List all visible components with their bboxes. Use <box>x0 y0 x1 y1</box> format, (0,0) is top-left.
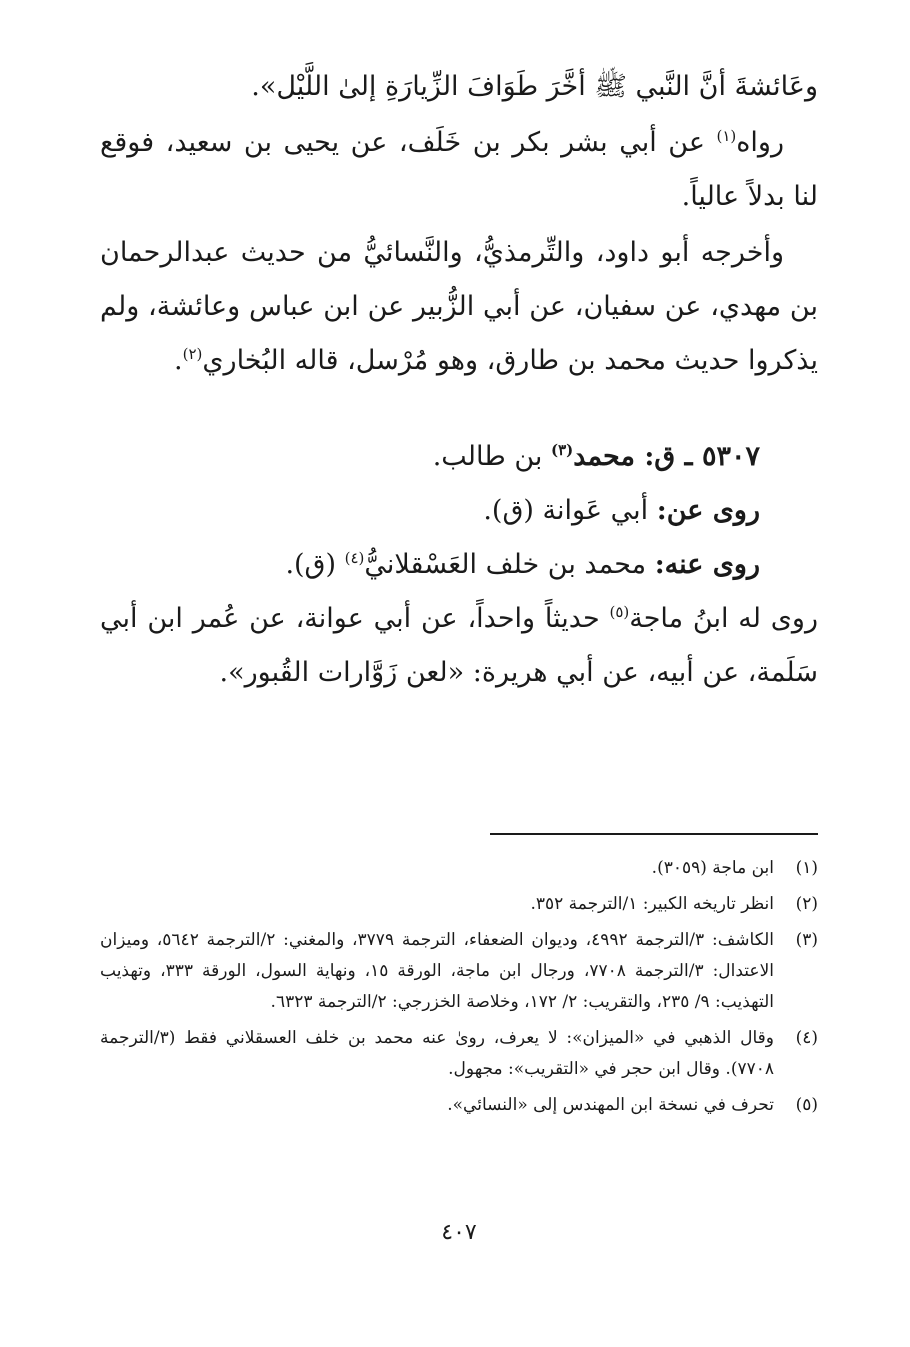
entry-number: ٥٣٠٧ <box>701 441 760 472</box>
narrated-by-end: (ق). <box>285 549 345 580</box>
narrated-by-label: روى عنه: <box>654 549 760 580</box>
footnote-text: الكاشف: ٣/الترجمة ٤٩٩٢، وديوان الضعفاء، الترجمة ٣٧٧٩، والمغني: ٢/الترجمة ٥٦٤٢، وميزان الاعتدال: ٣/الترجمة ٧٧٠٨، ورجال ابن ماجة، الورقة ١٥، ونهاية السول، الورقة ٣٣٣، وتهذيب التهذيب: ٩/ ٢٣٥، والتقريب: ٢/ ١٧٢، وخلاصة الخزرجي: ٢/الترجمة ٦٣٢٣. <box>100 930 775 1012</box>
biography-entry <box>100 430 818 700</box>
narrated-from-line <box>100 484 818 538</box>
entry-name: بن طالب. <box>432 441 551 472</box>
footnote-text: وقال الذهبي في «الميزان»: لا يعرف، روىٰ عنه محمد بن خلف العسقلاني فقط (٣/الترجمة ٧٧٠٨). وقال ابن حجر في «التقريب»: مجهول. <box>100 1028 774 1079</box>
footnote-text: تحرف في نسخة ابن المهندس إلى «النسائي». <box>447 1095 774 1115</box>
entry-heading <box>100 430 818 484</box>
footnote-2 <box>100 889 818 920</box>
paragraph-3-end: . <box>174 345 183 376</box>
footnotes <box>100 853 818 1126</box>
footnote-text: انظر تاريخه الكبير: ١/الترجمة ٣٥٢. <box>530 894 774 914</box>
narrated-by-text: محمد بن خلف العَسْقلانيُّ <box>364 549 655 580</box>
paragraph-3-text: وأخرجه أبو داود، والتِّرمذيُّ، والنَّسائيُّ من حديث عبدالرحمان بن مهدي، عن سفيان، عن أبي الزُّبير عن ابن عباس وعائشة، ولم يذكروا حديث محمد بن طارق، وهو مُرْسل، قاله البُخاري <box>100 237 818 376</box>
page-number: ٤٠٧ <box>441 1220 477 1245</box>
footnote-number: (٢) <box>795 894 818 914</box>
entry-body-text: حديثاً واحداً، عن أبي عوانة، عن عُمر ابن أبي سَلَمة، عن أبيه، عن أبي هريرة: «لعن زَوَّارات القُبور». <box>100 603 818 688</box>
footnote-3 <box>100 925 818 1018</box>
entry-code: ـ ق: محمد <box>573 441 693 472</box>
footnote-number: (٤) <box>795 1028 818 1048</box>
narrated-from-label: روى عن: <box>656 495 760 526</box>
footnote-ref-5[interactable]: (٥) <box>609 603 630 621</box>
page <box>100 60 818 1290</box>
paragraph-2-lead: رواه <box>736 127 784 158</box>
paragraph-3 <box>100 226 818 388</box>
footnote-ref-2[interactable]: (٢) <box>182 345 203 363</box>
footnote-number: (١) <box>795 858 818 878</box>
paragraph-1 <box>100 60 818 114</box>
main-text <box>100 60 818 700</box>
narrated-by-line <box>100 538 818 592</box>
footnote-divider <box>490 833 818 835</box>
paragraph-2-text: عن أبي بشر بكر بن خَلَف، عن يحيى بن سعيد، فوقع لنا بدلاً عالياً. <box>100 127 818 212</box>
footnote-ref-1[interactable]: (١) <box>716 127 737 145</box>
entry-body <box>100 592 818 700</box>
footnote-5 <box>100 1090 818 1121</box>
footnote-ref-4[interactable]: (٤) <box>344 549 365 567</box>
entry-body-lead: روى له ابنُ ماجة <box>629 603 818 634</box>
footnote-4 <box>100 1023 818 1085</box>
paragraph-1-text: وعَائشةَ أنَّ النَّبي ﷺ أخَّرَ طَوَافَ الزِّيارَةِ إلىٰ اللَّيْل». <box>251 71 818 102</box>
footnote-number: (٣) <box>795 930 818 950</box>
paragraph-2 <box>100 116 818 224</box>
narrated-from-text: أبي عَوانة (ق). <box>483 495 657 526</box>
footnote-ref-3[interactable]: (٣) <box>550 441 574 459</box>
footnote-text: ابن ماجة (٣٠٥٩). <box>651 858 774 878</box>
footnote-1 <box>100 853 818 884</box>
footnote-number: (٥) <box>795 1095 818 1115</box>
